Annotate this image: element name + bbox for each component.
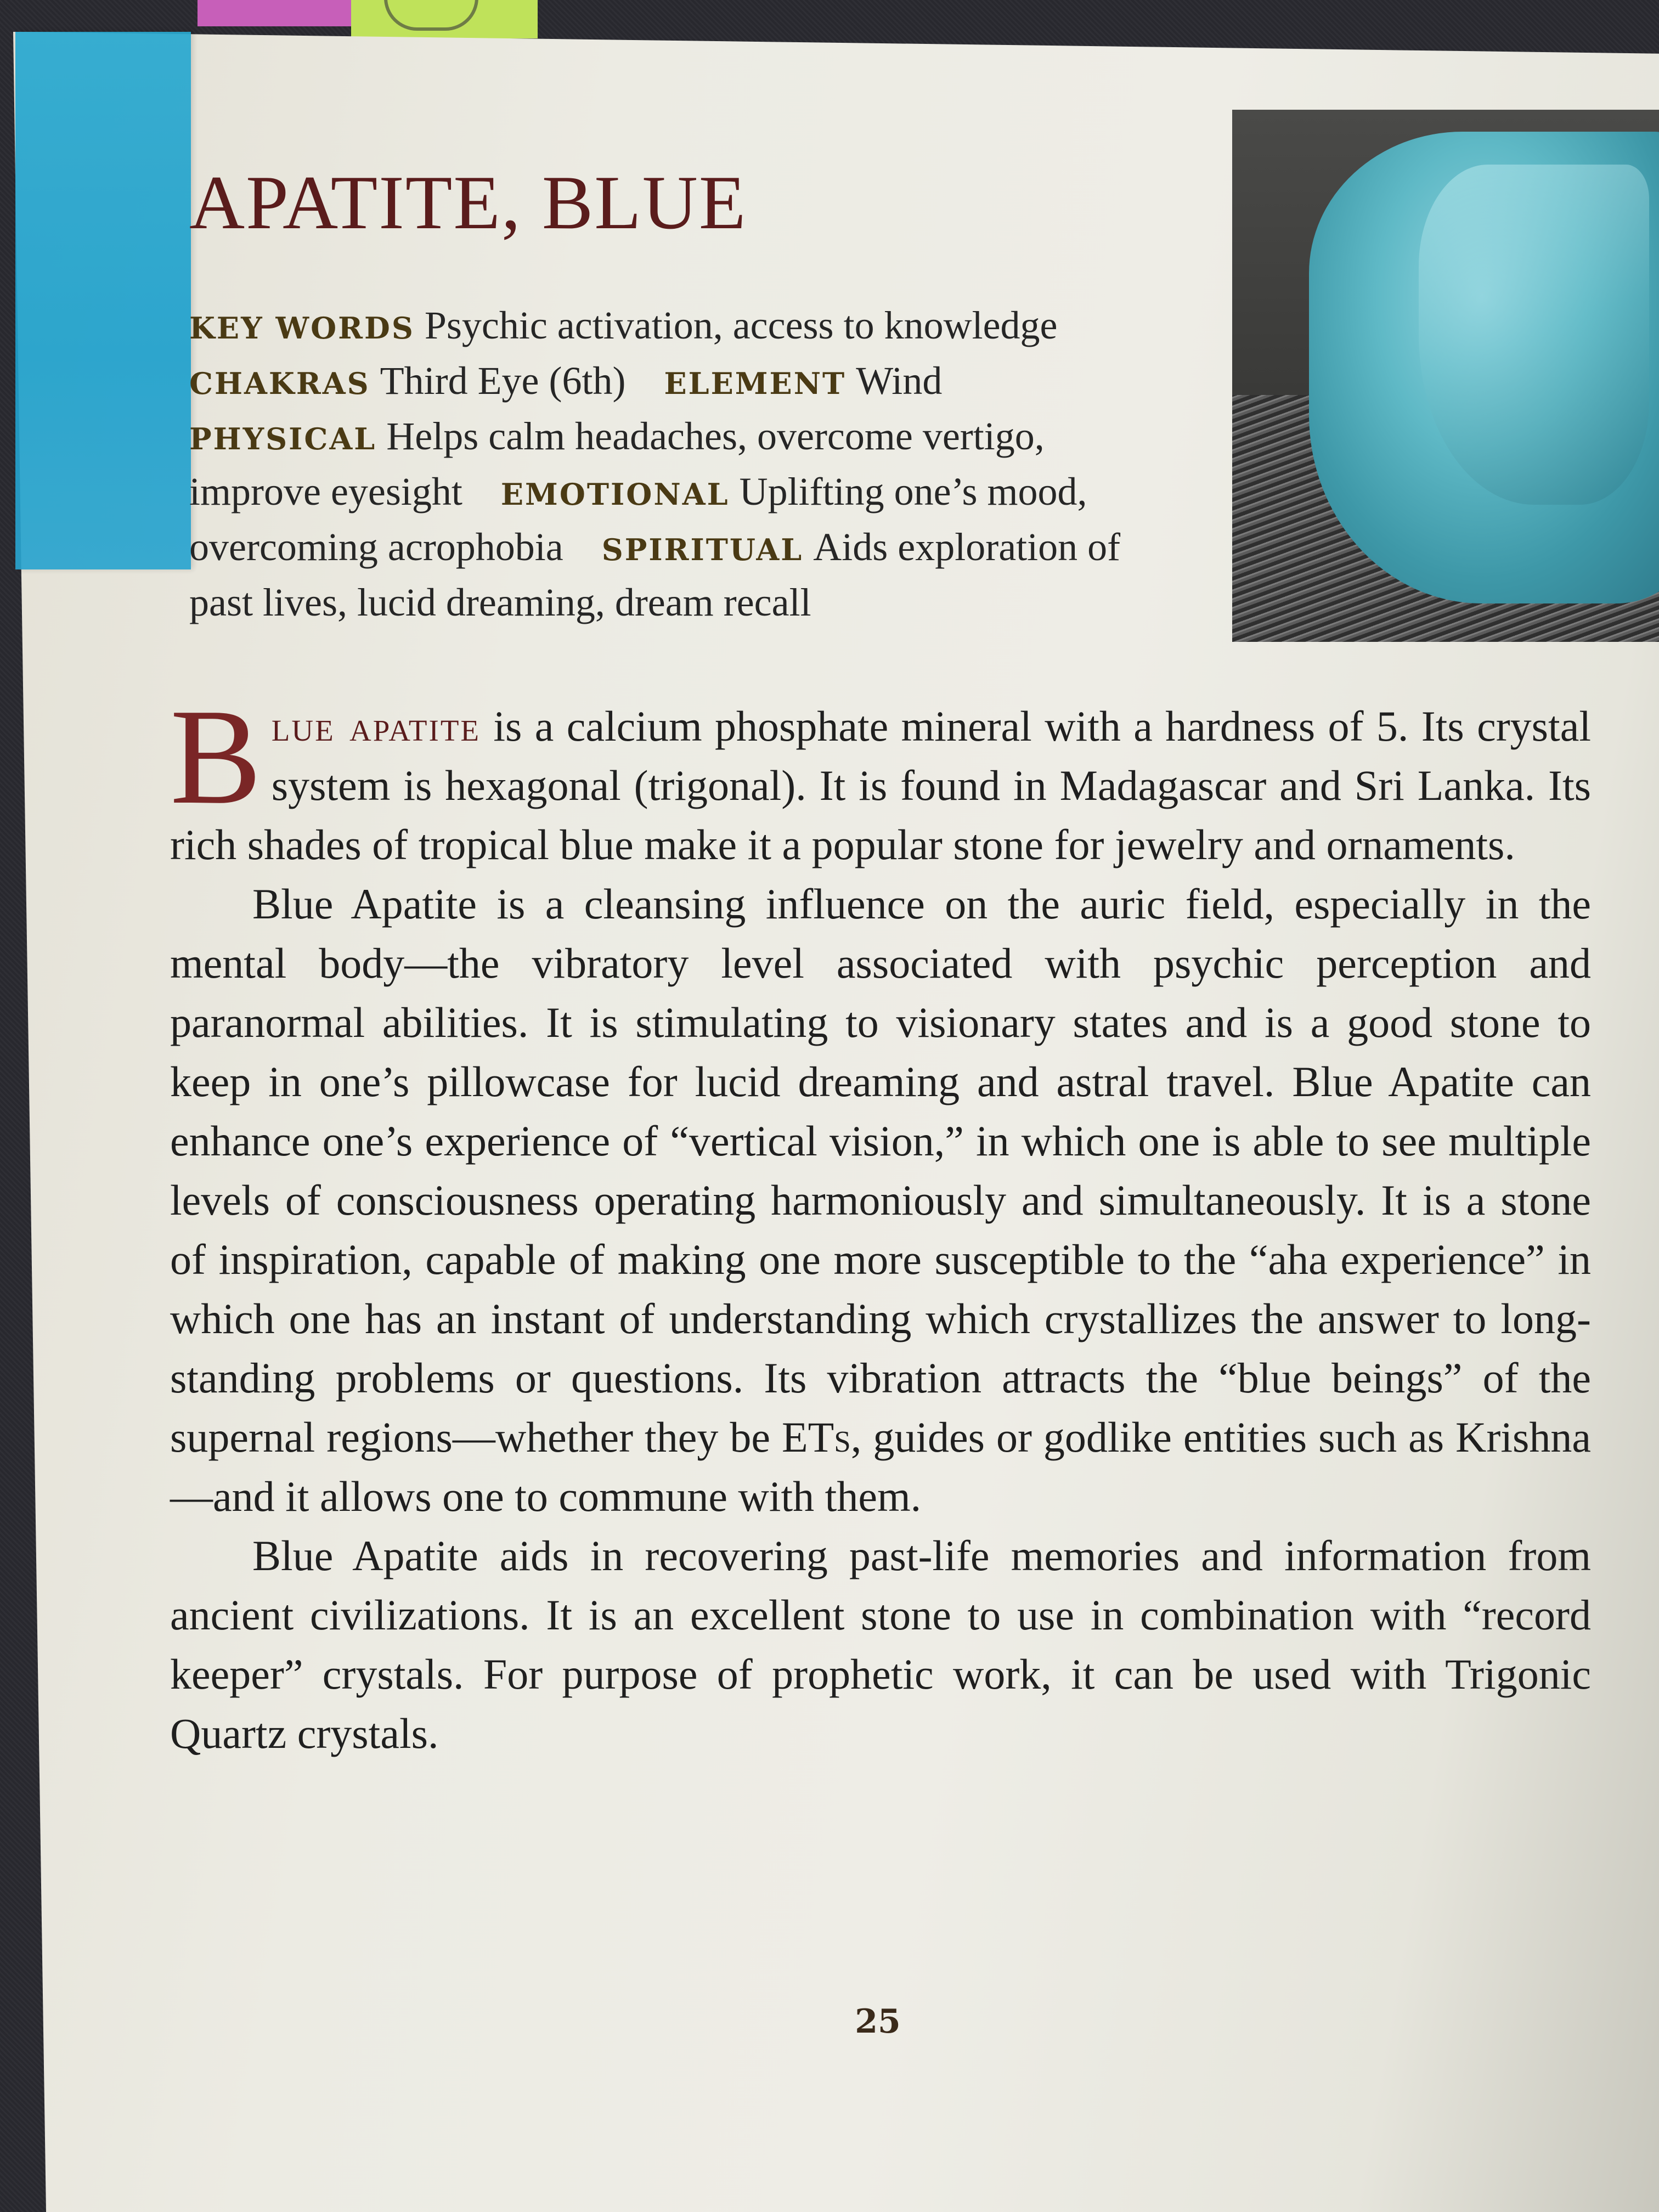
chakras-line — [189, 354, 1221, 410]
key-words-label: KEY WORDS — [189, 311, 415, 346]
lead-in: lue apatite — [271, 702, 481, 750]
blue-sticky-note — [15, 32, 191, 569]
element-value: Wind — [856, 359, 943, 403]
paragraph-2 — [170, 874, 1591, 1526]
emotional-label: EMOTIONAL — [500, 477, 730, 512]
body-text — [170, 681, 1591, 1763]
paragraph-2-text-b: , guides or godlike entities such as Krishna—and it allows one to commune with them. — [170, 1413, 1591, 1520]
key-words-line — [189, 299, 1221, 354]
paragraph-2-text-a: Blue Apatite is a cleansing influence on the auric field, especially in the mental body—the vibratory level associated with psychic perception and paranormal abilities. It is stimulating to visionary states and is a good stone to keep in one’s pillowcase for lucid dreaming and astral travel. Blue Apatite can enhance one’s experience of “vertical vision,” in which one is able to see multiple levels of consciousness operating harmoniously and simultaneously. It is a stone of inspiration, capable of making one more susceptible to the “aha experience” in which one has an instant of understanding which crystallizes the answer to long-standing problems or questions. Its vibration attracts the “blue beings” of the supernal regions—whether they be — [170, 880, 1591, 1461]
paragraph-3: Blue Apatite aids in recovering past-life memories and information from ancient civilizations. It is an excellent stone to use in combination with “record keeper” crystals. For purpose of prophetic work, it can be used with Trigonic Quartz crystals. — [170, 1532, 1591, 1757]
spiritual-label: SPIRITUAL — [601, 532, 804, 567]
properties-block — [189, 299, 1221, 629]
blue-apatite-crystal — [1309, 132, 1659, 603]
emotional-line — [189, 465, 1221, 521]
element-label: ELEMENT — [664, 366, 847, 401]
paragraph-1-text: is a calcium phosphate mineral with a hardness of 5. Its crystal system is hexagonal (trigonal). It is found in Madagascar and Sri Lanka. Its rich shades of tropical blue make it a popular stone for jewelry and ornaments. — [170, 702, 1591, 868]
spiritual-value-2: past lives, lucid dreaming, dream recall — [189, 580, 811, 624]
physical-value-2: improve eyesight — [189, 470, 462, 514]
paragraph-1 — [170, 681, 1591, 874]
crystal-facet — [1419, 165, 1649, 505]
page-title: APATITE, BLUE — [189, 160, 747, 245]
ets-term: ETs — [781, 1413, 851, 1461]
spiritual-line-2 — [189, 576, 1221, 629]
physical-line — [189, 410, 1221, 465]
crystal-photo — [1232, 110, 1659, 642]
key-words-value: Psychic activation, access to knowledge — [424, 303, 1058, 347]
emotional-value-1: Uplifting one’s mood, — [739, 470, 1087, 514]
chakras-label: CHAKRAS — [189, 366, 370, 401]
spiritual-line — [189, 521, 1221, 576]
emotional-value-2: overcoming acrophobia — [189, 525, 563, 569]
drop-cap: B — [170, 681, 262, 833]
chakras-value: Third Eye (6th) — [380, 359, 626, 403]
physical-value-1: Helps calm headaches, overcome vertigo, — [386, 414, 1045, 458]
spiritual-value-1: Aids exploration of — [813, 525, 1121, 569]
physical-label: PHYSICAL — [189, 421, 377, 456]
page-number: 25 — [855, 2002, 901, 2041]
